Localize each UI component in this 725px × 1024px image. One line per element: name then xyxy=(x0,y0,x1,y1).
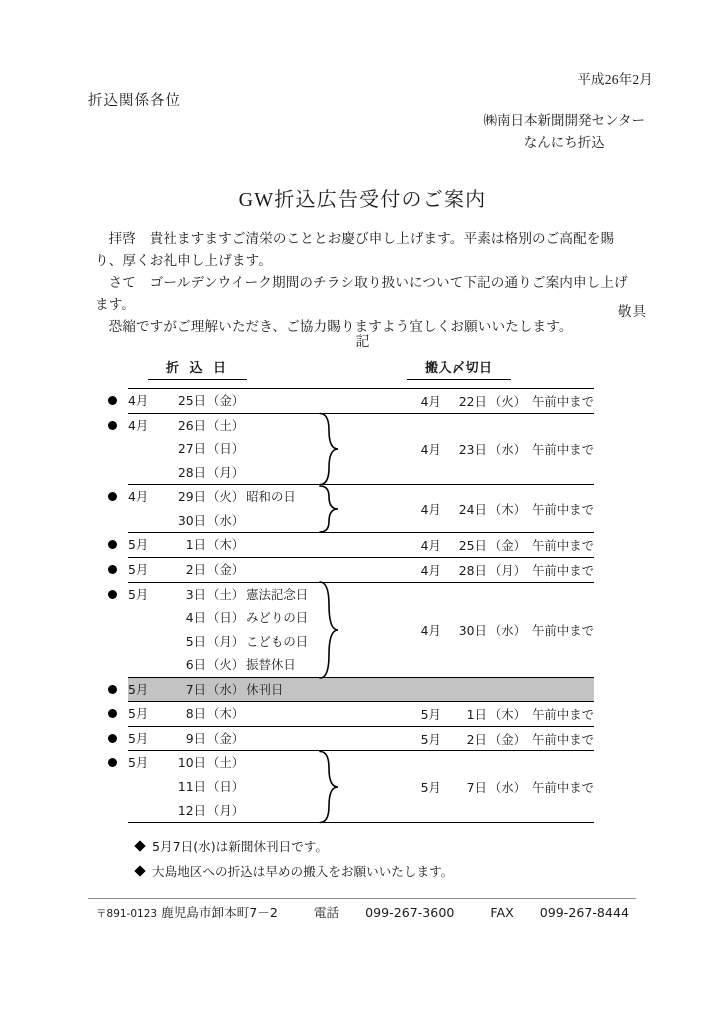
deadline-day: 7日 xyxy=(466,779,487,795)
deadline-time: 午前中まで xyxy=(532,441,594,457)
group-brace-icon xyxy=(318,411,344,486)
deadline-weekday: （水） xyxy=(488,441,527,457)
deadline-time: 午前中まで xyxy=(532,707,594,723)
bullet-icon xyxy=(108,758,117,767)
sender-company: ㈱南日本新聞開発センター xyxy=(483,113,645,128)
insert-date-cell xyxy=(128,751,389,823)
insert-date-line xyxy=(128,702,389,726)
addressee: 折込関係各位 xyxy=(88,93,181,109)
sender-block xyxy=(484,110,645,153)
deadline-time: 午前中まで xyxy=(532,538,594,554)
footer-contact xyxy=(0,902,725,921)
insert-date-weekday: （月） xyxy=(207,633,245,649)
insert-date-line xyxy=(128,533,389,557)
deadline-cell xyxy=(389,557,594,582)
insert-date-weekday: （金） xyxy=(207,730,245,746)
insert-date-cell xyxy=(128,533,389,558)
insert-date-line xyxy=(128,437,389,461)
insert-date-day: 1日 xyxy=(185,537,206,553)
insert-date-cell xyxy=(128,557,389,582)
closing-salutation: 敬具 xyxy=(617,304,647,319)
insert-date-day: 27日 xyxy=(177,441,206,457)
bullet-icon xyxy=(108,396,117,405)
insert-date-weekday: （水） xyxy=(207,681,245,697)
insert-date-line xyxy=(128,414,389,438)
table-row xyxy=(128,677,594,702)
deadline-month: 5月 xyxy=(420,779,441,795)
page-title: GW折込広告受付のご案内 xyxy=(238,189,487,211)
table-row xyxy=(128,485,594,533)
deadline-month: 4月 xyxy=(420,622,441,638)
deadline-month: 4月 xyxy=(420,538,441,554)
deadline-weekday: （水） xyxy=(488,779,527,795)
insert-date-weekday: （火） xyxy=(207,657,245,673)
insert-date-day: 28日 xyxy=(177,464,206,480)
column-header-insert-date: 折 込 日 xyxy=(148,357,247,380)
insert-date-weekday: （木） xyxy=(207,537,245,553)
insert-date-month: 5月 xyxy=(128,755,149,771)
deadline-line xyxy=(389,394,594,409)
table-row xyxy=(128,557,594,582)
insert-date-weekday: （金） xyxy=(207,393,245,408)
insert-date-day: 8日 xyxy=(185,706,206,722)
deadline-line xyxy=(389,732,594,747)
insert-date-line xyxy=(128,653,389,677)
group-brace-icon xyxy=(318,749,344,824)
bullet-icon xyxy=(108,540,117,549)
notes-list xyxy=(136,835,453,884)
insert-date-cell xyxy=(128,702,389,727)
insert-date-day: 30日 xyxy=(177,512,206,528)
footer-fax-label: FAX xyxy=(490,905,514,920)
insert-date-weekday: （金） xyxy=(207,561,245,577)
insert-date-month: 5月 xyxy=(128,537,149,553)
table-row xyxy=(128,702,594,727)
deadline-cell xyxy=(389,413,594,485)
insert-date-weekday: （日） xyxy=(207,610,245,626)
deadline-line xyxy=(389,502,594,517)
deadline-day: 1日 xyxy=(466,707,487,723)
insert-date-day: 25日 xyxy=(177,393,206,408)
deadline-line xyxy=(389,538,594,553)
deadline-cell xyxy=(389,751,594,823)
bullet-icon xyxy=(108,492,117,501)
insert-date-line xyxy=(128,606,389,630)
note-text: 大島地区への折込は早めの搬入をお願いいたします。 xyxy=(152,863,454,879)
table-row xyxy=(128,582,594,677)
bullet-icon xyxy=(108,590,117,599)
column-header-delivery-deadline: 搬入〆切日 xyxy=(407,357,511,380)
footer-divider xyxy=(88,898,636,899)
insert-date-note: こどもの日 xyxy=(246,633,309,649)
deadline-day: 28日 xyxy=(458,562,487,578)
deadline-weekday: （金） xyxy=(488,538,527,554)
insert-date-day: 29日 xyxy=(177,489,206,505)
deadline-cell xyxy=(389,485,594,533)
deadline-time: 午前中まで xyxy=(532,393,594,409)
deadline-cell xyxy=(389,389,594,414)
deadline-cell xyxy=(389,702,594,727)
insert-date-month: 5月 xyxy=(128,681,149,697)
deadline-weekday: （月） xyxy=(488,562,527,578)
table-row xyxy=(128,726,594,751)
deadline-weekday: （水） xyxy=(488,622,527,638)
deadline-time: 午前中まで xyxy=(532,731,594,747)
deadline-day: 22日 xyxy=(458,393,487,409)
insert-date-day: 9日 xyxy=(185,730,206,746)
schedule-table xyxy=(128,388,594,823)
deadline-day: 23日 xyxy=(458,441,487,457)
insert-date-month: 5月 xyxy=(128,561,149,577)
insert-date-weekday: （日） xyxy=(207,441,245,457)
insert-date-month: 5月 xyxy=(128,586,149,602)
deadline-time: 午前中まで xyxy=(532,622,594,638)
insert-date-day: 12日 xyxy=(177,802,206,818)
insert-date-note: みどりの日 xyxy=(246,610,309,626)
footer-phone-label: 電話 xyxy=(313,905,340,920)
deadline-line xyxy=(389,623,594,638)
insert-date-day: 4日 xyxy=(185,610,206,626)
insert-date-line xyxy=(128,799,389,823)
deadline-day: 24日 xyxy=(458,501,487,517)
deadline-month: 5月 xyxy=(420,731,441,747)
insert-date-weekday: （月） xyxy=(207,464,245,480)
insert-date-day: 26日 xyxy=(177,417,206,433)
insert-date-line xyxy=(128,751,389,775)
table-row xyxy=(128,533,594,558)
group-brace-icon xyxy=(318,580,344,680)
insert-date-note: 昭和の日 xyxy=(246,489,296,505)
deadline-month: 4月 xyxy=(420,441,441,457)
deadline-weekday: （金） xyxy=(488,731,527,747)
insert-date-day: 3日 xyxy=(185,586,206,602)
insert-date-month: 5月 xyxy=(128,730,149,746)
deadline-weekday: （火） xyxy=(488,393,527,409)
deadline-time: 午前中まで xyxy=(532,501,594,517)
body-paragraph-2: さて ゴールデンウイーク期間のチラシ取り扱いについて下記の通りご案内申し上げます。 xyxy=(95,275,628,313)
body-text xyxy=(95,228,640,338)
deadline-weekday: （木） xyxy=(488,707,527,723)
insert-date-day: 5日 xyxy=(185,633,206,649)
insert-date-month: 4月 xyxy=(128,489,149,505)
footer-address: 鹿児島市卸本町7－2 xyxy=(161,905,278,920)
bullet-icon xyxy=(108,421,117,430)
deadline-cell xyxy=(389,582,594,677)
insert-date-line xyxy=(128,678,389,702)
insert-date-weekday: （水） xyxy=(207,512,245,528)
deadline-line xyxy=(389,442,594,457)
footer-zip: 〒891-0123 xyxy=(96,908,158,920)
insert-date-weekday: （日） xyxy=(207,779,245,794)
deadline-cell xyxy=(389,533,594,558)
deadline-line xyxy=(389,707,594,722)
insert-date-month: 4月 xyxy=(128,417,149,433)
deadline-line xyxy=(389,563,594,578)
ki-mark: 記 xyxy=(355,335,370,350)
diamond-bullet-icon xyxy=(134,865,145,876)
insert-date-line xyxy=(128,558,389,582)
insert-date-day: 10日 xyxy=(177,755,206,771)
diamond-bullet-icon xyxy=(134,840,145,851)
insert-date-line xyxy=(128,461,389,485)
insert-date-cell xyxy=(128,485,389,533)
insert-date-cell xyxy=(128,389,389,414)
insert-date-line xyxy=(128,583,389,607)
deadline-weekday: （木） xyxy=(488,501,527,517)
insert-date-cell xyxy=(128,413,389,485)
deadline-day: 30日 xyxy=(458,622,487,638)
bullet-icon xyxy=(108,734,117,743)
document-date: 平成26年2月 xyxy=(577,72,653,87)
insert-date-day: 2日 xyxy=(185,561,206,577)
deadline-time: 午前中まで xyxy=(532,779,594,795)
insert-date-month: 4月 xyxy=(128,393,149,408)
insert-date-day: 11日 xyxy=(177,779,206,794)
note-item xyxy=(136,860,453,885)
insert-date-cell xyxy=(128,582,389,677)
insert-date-cell xyxy=(128,726,389,751)
note-item xyxy=(136,835,453,860)
deadline-time: 午前中まで xyxy=(532,562,594,578)
footer-phone-number: 099-267-3600 xyxy=(365,905,455,920)
group-brace-icon xyxy=(318,484,344,534)
insert-date-weekday: （土） xyxy=(207,417,245,433)
table-row xyxy=(128,389,594,414)
deadline-line xyxy=(389,780,594,795)
bullet-icon xyxy=(108,685,117,694)
deadline-day: 25日 xyxy=(458,538,487,554)
insert-date-weekday: （木） xyxy=(207,706,245,722)
insert-date-line xyxy=(128,485,389,509)
deadline-day: 2日 xyxy=(466,731,487,747)
insert-date-line xyxy=(128,630,389,654)
table-row xyxy=(128,751,594,823)
deadline-month: 4月 xyxy=(420,501,441,517)
deadline-cell xyxy=(389,726,594,751)
footer-fax-number: 099-267-8444 xyxy=(539,905,629,920)
deadline-month: 4月 xyxy=(420,562,441,578)
schedule-table-body xyxy=(128,389,594,823)
note-text: 5月7日(水)は新聞休刊日です。 xyxy=(152,839,328,854)
insert-date-note: 振替休日 xyxy=(246,657,296,673)
deadline-month: 4月 xyxy=(420,393,441,409)
insert-date-line xyxy=(128,389,389,413)
insert-date-day: 7日 xyxy=(185,681,206,697)
insert-date-weekday: （土） xyxy=(207,586,245,602)
sender-brand: なんにち折込 xyxy=(523,134,605,150)
insert-date-weekday: （土） xyxy=(207,755,245,771)
bullet-icon xyxy=(108,565,117,574)
insert-date-line xyxy=(128,775,389,799)
insert-date-note: 休刊日 xyxy=(246,681,284,697)
table-row xyxy=(128,413,594,485)
insert-date-weekday: （火） xyxy=(207,489,245,505)
insert-date-day: 6日 xyxy=(185,657,206,673)
insert-date-weekday: （月） xyxy=(207,802,245,818)
insert-date-month: 5月 xyxy=(128,706,149,722)
bullet-icon xyxy=(108,709,117,718)
table-column-headers xyxy=(128,357,594,381)
insert-date-cell xyxy=(128,677,389,702)
body-paragraph-3: 恐縮ですがご理解いただき、ご協力賜りますよう宜しくお願いいたします。 xyxy=(108,319,573,335)
body-paragraph-1: 拝啓 貴社ますますご清栄のこととお慶び申し上げます。平素は格別のご高配を賜り、厚くお礼申し上げます。 xyxy=(95,231,615,269)
insert-date-line xyxy=(128,727,389,751)
insert-date-note: 憲法記念日 xyxy=(246,586,309,602)
deadline-cell xyxy=(389,677,594,702)
insert-date-line xyxy=(128,509,389,533)
deadline-month: 5月 xyxy=(420,707,441,723)
